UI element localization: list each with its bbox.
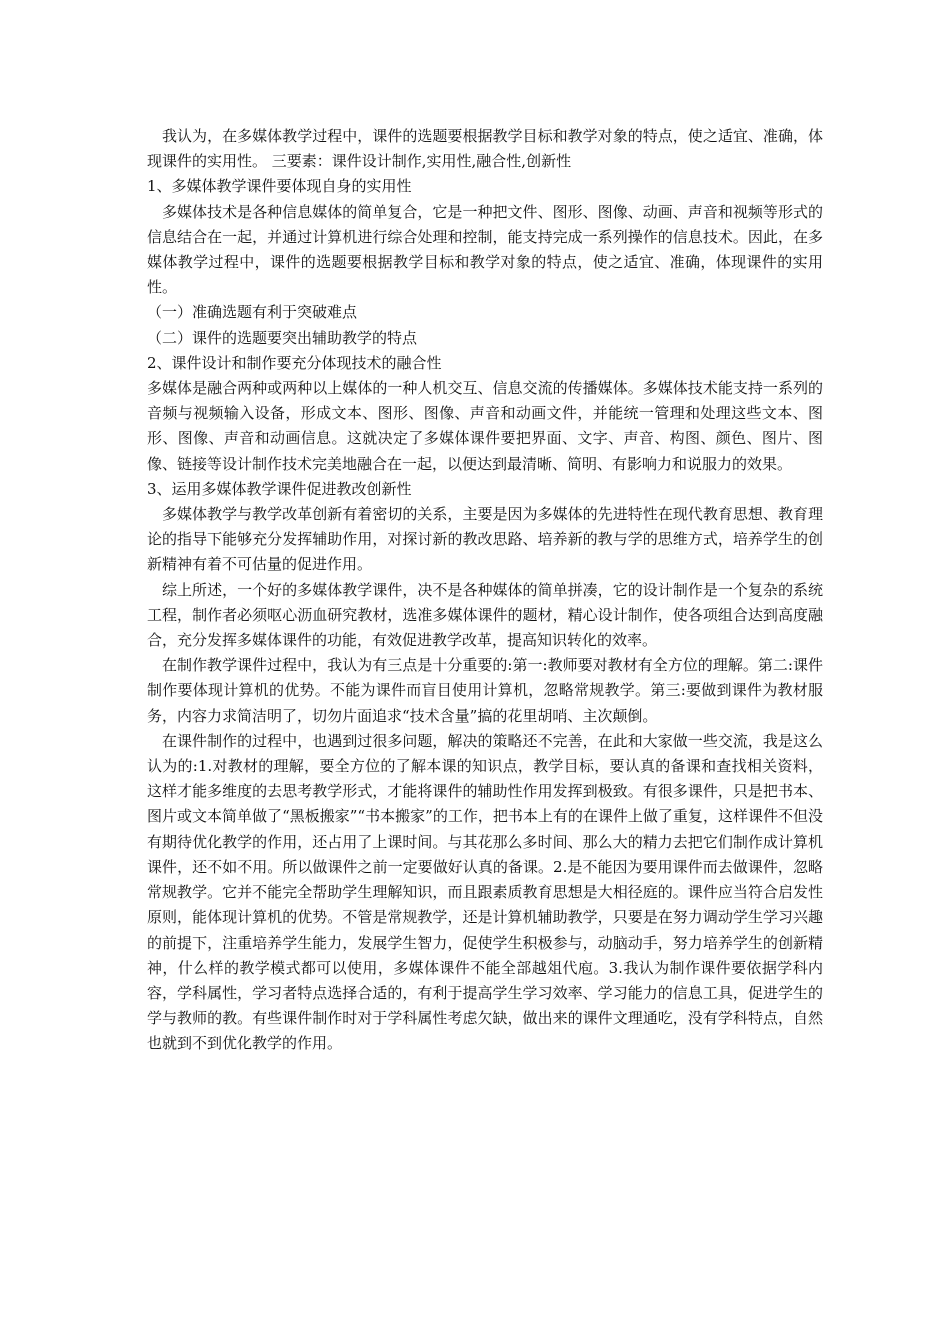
section-heading-1: 1、多媒体教学课件要体现自身的实用性 <box>147 177 412 196</box>
section-1-paragraph: 多媒体技术是各种信息媒体的简单复合，它是一种把文件、图形、图像、动画、声音和视频等形式的信息结合在一起，并通过计算机进行综合处理和控制，能支持完成一系列操作的信息技术。因此，在多媒体教学过程中，课件的选题要根据教学目标和教学对象的特点，使之适宜、准确，体现课件的实用性。 <box>147 202 823 297</box>
subheading-2: （二）课件的选题要突出辅助教学的特点 <box>147 328 418 347</box>
intro-paragraph: 我认为，在多媒体教学过程中，课件的选题要根据教学目标和教学对象的特点，使之适宜、准确，体现课件的实用性。 三要素：课件设计制作,实用性,融合性,创新性 <box>147 127 823 171</box>
document-body <box>147 124 823 1057</box>
subheading-1: （一）准确选题有利于突破难点 <box>147 303 358 322</box>
section-3-paragraph: 多媒体教学与教学改革创新有着密切的关系，主要是因为多媒体的先进特性在现代教育思想、教育理论的指导下能够充分发挥辅助作用，对探讨新的教改思路、培养新的教与学的思维方式，培养学生的创新精神有着不可估量的促进作用。 <box>147 505 823 574</box>
section-heading-3: 3、运用多媒体教学课件促进教改创新性 <box>147 479 412 498</box>
experience-paragraph: 在课件制作的过程中，也遇到过很多问题，解决的策略还不完善，在此和大家做一些交流，我是这么认为的:1.对教材的理解，要全方位的了解本课的知识点，教学目标，要认真的备课和查找相关资料，这样才能多维度的去思考教学形式，才能将课件的辅助性作用发挥到极致。有很多课件，只是把书本、图片或文本简单做了“黑板搬家”“书本搬家”的工作，把书本上有的在课件上做了重复，这样课件不但没有期待优化教学的作用，还占用了上课时间。与其花那么多时间、那么大的精力去把它们制作成计算机课件，还不如不用。所以做课件之前一定要做好认真的备课。2.是不能因为要用课件而去做课件，忽略常规教学。它并不能完全帮助学生理解知识，而且跟素质教育思想是大相径庭的。课件应当符合启发性原则，能体现计算机的优势。不管是常规教学，还是计算机辅助教学，只要是在努力调动学生学习兴趣的前提下，注重培养学生能力，发展学生智力，促使学生积极参与，动脑动手，努力培养学生的创新精神，什么样的教学模式都可以使用，多媒体课件不能全部越俎代庖。3.我认为制作课件要依据学科内容，学科属性，学习者特点选择合适的，有利于提高学生学习效率、学习能力的信息工具，促进学生的学与教师的教。有些课件制作时对于学科属性考虑欠缺，做出来的课件文理通吃，没有学科特点，自然也就到不到优化教学的作用。 <box>147 731 823 1053</box>
summary-paragraph: 综上所述，一个好的多媒体教学课件，决不是各种媒体的简单拼凑，它的设计制作是一个复杂的系统工程，制作者必须呕心沥血研究教材，选准多媒体课件的题材，精心设计制作，使各项组合达到高度融合，充分发挥多媒体课件的功能，有效促进教学改革，提高知识转化的效率。 <box>147 580 823 650</box>
three-points-paragraph: 在制作教学课件过程中，我认为有三点是十分重要的:第一:教师要对教材有全方位的理解。第二:课件制作要体现计算机的优势。不能为课件而盲目使用计算机，忽略常规教学。第三:要做到课件为教材服务，内容力求简洁明了，切勿片面追求“技术含量”搞的花里胡哨、主次颠倒。 <box>147 656 823 725</box>
section-heading-2: 2、课件设计和制作要充分体现技术的融合性 <box>147 353 442 372</box>
section-2-paragraph: 多媒体是融合两种或两种以上媒体的一种人机交互、信息交流的传播媒体。多媒体技术能支持一系列的音频与视频输入设备，形成文本、图形、图像、声音和动画文件，并能统一管理和处理这些文本、图形、图像、声音和动画信息。这就决定了多媒体课件要把界面、文字、声音、构图、颜色、图片、图像、链接等设计制作技术完美地融合在一起，以便达到最清晰、简明、有影响力和说服力的效果。 <box>147 379 823 473</box>
